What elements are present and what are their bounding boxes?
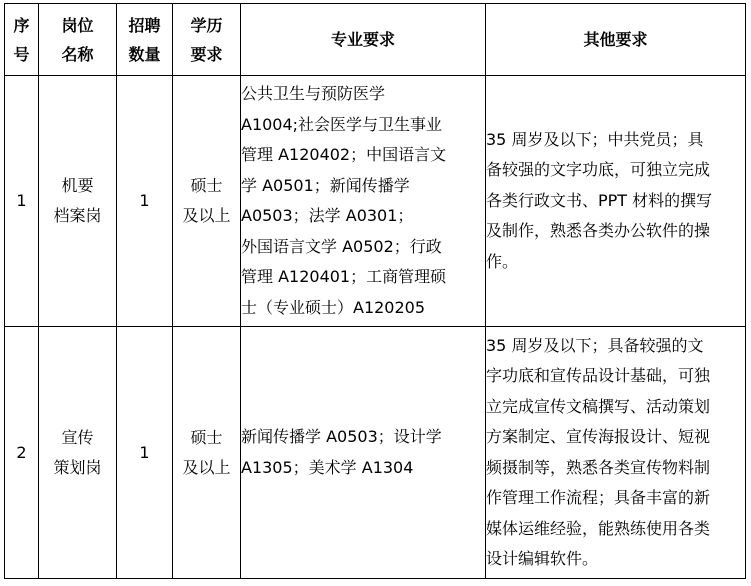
cell-education-line: 及以上	[182, 457, 231, 477]
header-seq	[5, 4, 39, 76]
cell-position	[39, 327, 117, 579]
cell-other-line: 作。	[486, 251, 519, 271]
header-major: 专业要求	[241, 4, 486, 76]
cell-other-line: 媒体运维经验，能熟练使用各类	[486, 518, 711, 538]
cell-position-line: 机要	[61, 176, 94, 195]
header-seq-line: 号	[13, 44, 30, 64]
header-position	[39, 4, 117, 76]
cell-major-line: 管理 A120402；中国语言文	[241, 145, 447, 164]
table-header-row	[5, 4, 746, 76]
cell-major	[241, 76, 486, 327]
header-seq-line: 序	[13, 15, 30, 35]
cell-other-line: 方案制定、宣传海报设计、短视	[486, 427, 711, 446]
cell-position-line: 档案岗	[53, 206, 102, 225]
recruitment-table	[4, 3, 746, 579]
cell-major-line: A1305；美术学 A1304	[241, 457, 414, 477]
cell-other-line: 立完成宣传文稿撰写、活动策划	[486, 396, 711, 416]
cell-other-line: 设计编辑软件。	[486, 549, 599, 568]
cell-major-line: 士（专业硕士）A120205	[241, 297, 426, 317]
header-other: 其他要求	[486, 4, 746, 76]
header-education-line: 要求	[190, 44, 223, 64]
header-count-line: 数量	[128, 44, 161, 64]
cell-other-line: 备较强的文字功底，可独立完成	[486, 160, 711, 180]
cell-education-line: 硕士	[190, 176, 223, 195]
cell-other-line: 字功底和宣传品设计基础，可独	[486, 366, 711, 385]
cell-major	[241, 327, 486, 579]
cell-position-line: 策划岗	[53, 457, 102, 477]
cell-other-line: 频摄制等，熟悉各类宣传物料制	[486, 457, 711, 477]
cell-major-line: 学 A0501；新闻传播学	[241, 175, 410, 195]
cell-seq: 2	[5, 327, 39, 579]
header-count	[117, 4, 173, 76]
cell-position	[39, 76, 117, 327]
cell-other-line: 及制作，熟悉各类办公软件的操	[486, 221, 711, 241]
cell-seq: 1	[5, 76, 39, 327]
cell-education	[173, 327, 241, 579]
cell-count: 1	[117, 327, 173, 579]
cell-major-line: A1004;社会医学与卫生事业	[241, 114, 443, 134]
table-row	[5, 76, 746, 327]
cell-other-line: 35 周岁及以下；具备较强的文	[486, 335, 704, 355]
cell-education-line: 及以上	[182, 206, 231, 225]
header-count-line: 招聘	[128, 15, 161, 35]
cell-major-line: 管理 A120401；工商管理硕	[241, 267, 447, 286]
cell-education	[173, 76, 241, 327]
header-position-line: 岗位	[61, 15, 94, 35]
cell-education-line: 硕士	[190, 427, 223, 447]
cell-other	[486, 327, 746, 579]
cell-major-line: 公共卫生与预防医学	[241, 84, 386, 103]
table-row	[5, 327, 746, 579]
header-education	[173, 4, 241, 76]
cell-other-line: 35 周岁及以下；中共党员；具	[486, 129, 704, 149]
cell-other	[486, 76, 746, 327]
cell-position-line: 宣传	[61, 427, 94, 447]
cell-major-line: A0503；法学 A0301；	[241, 206, 414, 225]
cell-count: 1	[117, 76, 173, 327]
cell-major-line: 外国语言文学 A0502；行政	[241, 236, 442, 256]
header-position-line: 名称	[61, 44, 94, 64]
header-education-line: 学历	[190, 15, 223, 35]
cell-major-line: 新闻传播学 A0503；设计学	[241, 427, 442, 446]
cell-other-line: 作管理工作流程；具备丰富的新	[486, 488, 711, 507]
cell-other-line: 各类行政文书、PPT 材料的撰写	[486, 190, 713, 210]
